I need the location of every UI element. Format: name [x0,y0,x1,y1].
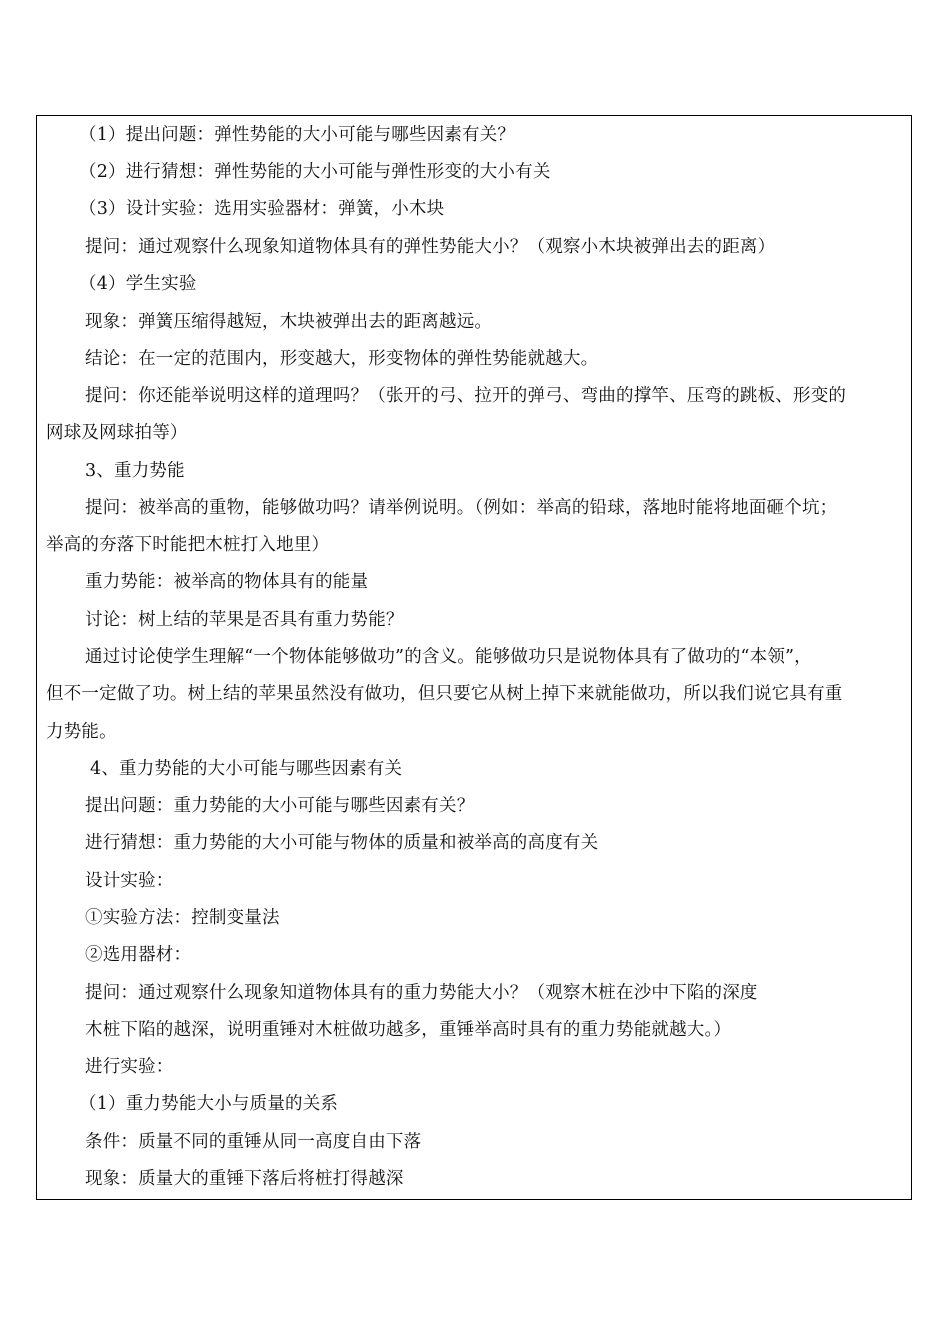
text-line: 进行猜想：重力势能的大小可能与物体的质量和被举高的高度有关 [85,833,599,853]
text-line: ①实验方法：控制变量法 [85,908,280,928]
text-line: 提问：通过观察什么现象知道物体具有的弹性势能大小？（观察小木块被弹出去的距离） [85,237,776,257]
text-line: 进行实验： [85,1057,174,1077]
text-line: 提出问题：重力势能的大小可能与哪些因素有关？ [85,796,475,816]
text-line: 讨论：树上结的苹果是否具有重力势能？ [85,610,404,630]
text-line: 木桩下陷的越深，说明重锤对木桩做功越多，重锤举高时具有的重力势能就越大。） [85,1020,732,1040]
text-line: 提问：通过观察什么现象知道物体具有的重力势能大小？（观察木桩在沙中下陷的深度 [85,983,758,1003]
text-line: （1）重力势能大小与质量的关系 [79,1094,339,1114]
text-line: 通过讨论使学生理解“一个物体能够做功”的含义。能够做功只是说物体具有了做功的“本领”， [85,647,812,667]
text-line: （4）学生实验 [79,274,197,294]
text-line: 现象：质量大的重锤下落后将桩打得越深 [85,1169,404,1189]
text-line: 设计实验： [85,871,174,891]
text-line: 网球及网球拍等） [46,423,188,443]
text-line: 但不一定做了功。树上结的苹果虽然没有做功，但只要它从树上掉下来就能做功，所以我们说它具有重 [46,684,843,704]
text-line: ②选用器材： [85,945,192,965]
section-heading: 4、重力势能的大小可能与哪些因素有关 [90,759,403,779]
text-line: 提问：你还能举说明这样的道理吗？（张开的弓、拉开的弹弓、弯曲的撑竿、压弯的跳板、形变的 [85,386,847,406]
text-line: 条件：质量不同的重锤从同一高度自由下落 [85,1132,422,1152]
document-table-cell [36,115,912,1200]
text-line: （3）设计实验：选用实验器材：弹簧，小木块 [79,199,445,219]
text-line: 现象：弹簧压缩得越短，木块被弹出去的距离越远。 [85,312,493,332]
section-heading: 3、重力势能 [85,461,185,481]
text-line: 提问：被举高的重物，能够做功吗？请举例说明。（例如：举高的铅球，落地时能将地面砸个坑； [85,498,838,518]
text-line: 结论：在一定的范围内，形变越大，形变物体的弹性势能就越大。 [85,349,599,369]
text-line: 力势能。 [46,722,117,742]
text-line: （2）进行猜想：弹性势能的大小可能与弹性形变的大小有关 [79,162,551,182]
text-line: 重力势能：被举高的物体具有的能量 [85,572,369,592]
text-line: 举高的夯落下时能把木桩打入地里） [46,535,330,555]
text-line: （1）提出问题：弹性势能的大小可能与哪些因素有关？ [79,125,516,145]
